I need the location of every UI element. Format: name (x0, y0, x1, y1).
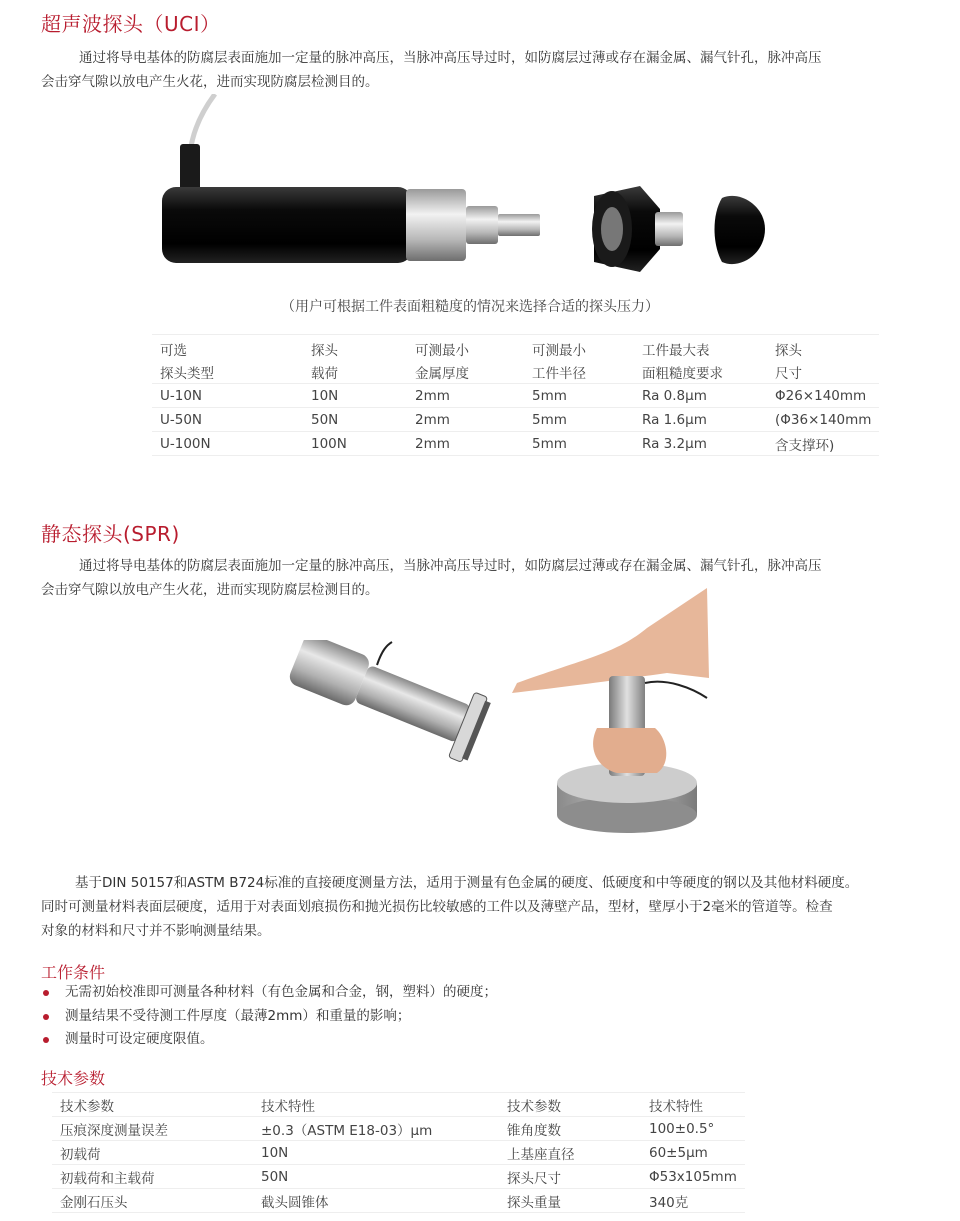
table-header-row (52, 1093, 745, 1117)
table-header-row (152, 360, 879, 384)
table-cell: 上基座直径 (499, 1141, 641, 1165)
uci-image-caption: （用户可根据工件表面粗糙度的情况来选择合适的探头压力） (281, 299, 659, 315)
uci-probe-table (152, 334, 879, 456)
table-row (52, 1141, 745, 1165)
table-row (152, 384, 879, 408)
table-header-cell: 载荷 (303, 360, 407, 384)
table-header-cell: 面粗糙度要求 (634, 360, 767, 384)
uci-section-title: 超声波探头（UCI） (41, 12, 221, 36)
working-conditions-title: 工作条件 (41, 963, 106, 982)
uci-probe-image (0, 94, 960, 294)
table-row (52, 1189, 745, 1213)
table-row (52, 1165, 745, 1189)
table-cell: 压痕深度测量误差 (52, 1117, 253, 1141)
list-item: 无需初始校准即可测量各种材料（有色金属和合金，钢，塑料）的硬度； (41, 981, 497, 1005)
spr-desc-line-1: 基于DIN 50157和ASTM B724标准的直接硬度测量方法，适用于测量有色金属的硬度、低硬度和中等硬度的钢以及其他材料硬度。 (75, 875, 859, 891)
table-cell: 340克 (641, 1189, 745, 1213)
table-header-cell: 技术特性 (253, 1093, 499, 1117)
table-cell: U-100N (152, 432, 303, 456)
table-cell: 60±5μm (641, 1141, 745, 1165)
table-cell: Ra 0.8μm (634, 384, 767, 408)
table-header-cell: 工件半径 (524, 360, 634, 384)
table-cell: 10N (303, 384, 407, 408)
table-header-cell: 金属厚度 (407, 360, 524, 384)
spr-intro-line-2: 会击穿气隙以放电产生火花，进而实现防腐层检测目的。 (41, 582, 379, 598)
working-conditions-list (41, 981, 497, 1052)
table-cell: 5mm (524, 384, 634, 408)
table-header-cell: 尺寸 (767, 360, 879, 384)
tech-params-table (52, 1092, 745, 1213)
spr-usage-photo (497, 588, 709, 838)
table-header-cell: 技术参数 (52, 1093, 253, 1117)
table-cell: Φ26×140mm (767, 384, 879, 408)
spr-intro-paragraph (41, 554, 921, 602)
table-header-cell: 技术特性 (641, 1093, 745, 1117)
table-cell: 5mm (524, 408, 634, 432)
table-cell: 金刚石压头 (52, 1189, 253, 1213)
table-header-cell: 可测最小 (524, 335, 634, 361)
spr-description (41, 871, 921, 943)
table-cell: 50N (303, 408, 407, 432)
table-cell: 10N (253, 1141, 499, 1165)
table-cell: U-10N (152, 384, 303, 408)
table-cell: 锥角度数 (499, 1117, 641, 1141)
table-row (52, 1117, 745, 1141)
table-header-cell: 探头 (767, 335, 879, 361)
table-cell: 100N (303, 432, 407, 456)
spr-section-title: 静态探头(SPR) (41, 522, 180, 546)
table-cell: 截头圆锥体 (253, 1189, 499, 1213)
table-cell: ±0.3（ASTM E18-03）μm (253, 1117, 499, 1141)
list-item: 测量结果不受待测工件厚度（最薄2mm）和重量的影响； (41, 1005, 497, 1029)
table-cell: (Φ36×140mm (767, 408, 879, 432)
table-cell: 探头尺寸 (499, 1165, 641, 1189)
table-header-cell: 探头类型 (152, 360, 303, 384)
table-cell: 50N (253, 1165, 499, 1189)
table-cell: 含支撑环) (767, 432, 879, 456)
table-cell: 初载荷 (52, 1141, 253, 1165)
table-cell: 2mm (407, 432, 524, 456)
uci-intro-line-1: 通过将导电基体的防腐层表面施加一定量的脉冲高压，当脉冲高压导过时，如防腐层过薄或存在漏金属、漏气针孔，脉冲高压 (79, 50, 822, 66)
table-cell: 2mm (407, 408, 524, 432)
uci-intro-paragraph (41, 46, 921, 94)
table-header-cell: 可测最小 (407, 335, 524, 361)
table-header-cell: 技术参数 (499, 1093, 641, 1117)
table-cell: 5mm (524, 432, 634, 456)
uci-intro-line-2: 会击穿气隙以放电产生火花，进而实现防腐层检测目的。 (41, 74, 379, 90)
spr-probe-image (282, 640, 522, 790)
table-cell: 100±0.5° (641, 1117, 745, 1141)
table-cell: U-50N (152, 408, 303, 432)
table-cell: Ra 1.6μm (634, 408, 767, 432)
table-cell: 初载荷和主载荷 (52, 1165, 253, 1189)
spr-desc-line-2: 同时可测量材料表面层硬度，适用于对表面划痕损伤和抛光损伤比较敏感的工件以及薄壁产品，型材，壁厚小于2毫米的管道等。检查 (41, 899, 833, 915)
table-header-cell: 工件最大表 (634, 335, 767, 361)
table-cell: 探头重量 (499, 1189, 641, 1213)
table-cell: 2mm (407, 384, 524, 408)
spr-desc-line-3: 对象的材料和尺寸并不影响测量结果。 (41, 923, 271, 939)
table-header-row (152, 335, 879, 361)
spr-intro-line-1: 通过将导电基体的防腐层表面施加一定量的脉冲高压，当脉冲高压导过时，如防腐层过薄或存在漏金属、漏气针孔，脉冲高压 (79, 558, 822, 574)
table-header-cell: 可选 (152, 335, 303, 361)
table-cell: Ra 3.2μm (634, 432, 767, 456)
table-cell: Φ53x105mm (641, 1165, 745, 1189)
tech-params-title: 技术参数 (41, 1069, 106, 1088)
table-row (152, 432, 879, 456)
table-row (152, 408, 879, 432)
list-item: 测量时可设定硬度限值。 (41, 1028, 497, 1052)
table-header-cell: 探头 (303, 335, 407, 361)
